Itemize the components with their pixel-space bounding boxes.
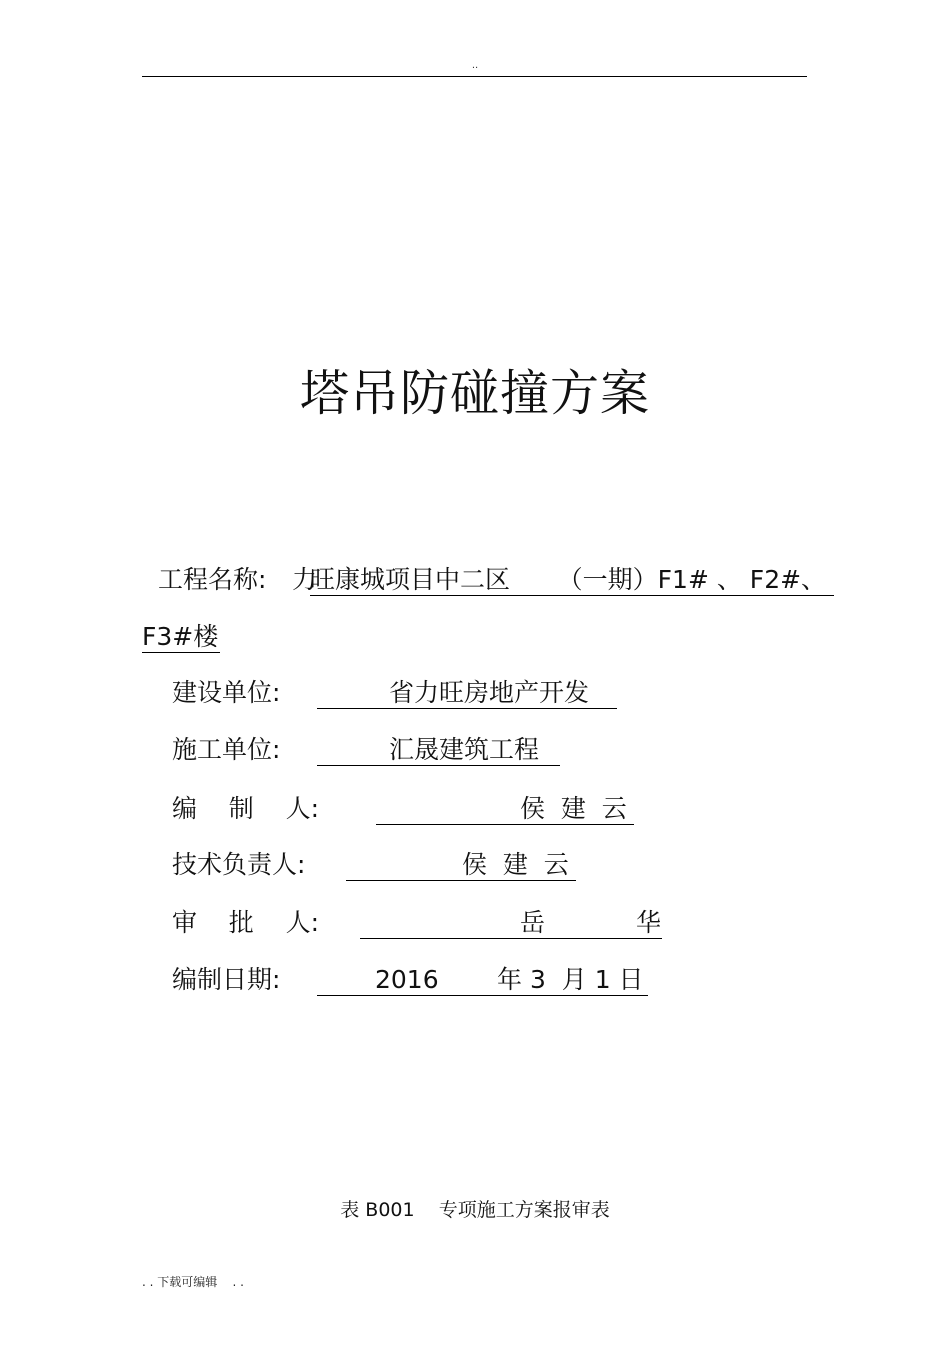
contractor-value-line [317, 733, 560, 766]
project-name-row-2 [142, 620, 342, 656]
project-name-prefix: 力 [292, 565, 318, 594]
developer-value: 省力旺房地产开发 [389, 678, 590, 707]
approver-label: 审 批 人: [172, 908, 327, 937]
project-name-label: 工程名称: [158, 565, 275, 594]
date-value-line [317, 963, 648, 996]
author-value: 侯 建 云 [520, 794, 627, 823]
approver-value-b: 华 [636, 908, 662, 937]
date-rest: 年 3 月 1 日 [497, 965, 644, 994]
date-label: 编制日期: [172, 965, 289, 994]
author-value-line [376, 792, 634, 825]
header-rule [142, 76, 807, 77]
tech-lead-value-line [346, 848, 576, 881]
tech-lead-row [172, 848, 592, 884]
contractor-label: 施工单位: [172, 735, 289, 764]
project-name-row [158, 563, 838, 599]
document-title: 塔吊防碰撞方案 [299, 365, 650, 422]
date-row [172, 963, 662, 999]
project-name-value-2: F3#楼 [142, 622, 219, 651]
footer-note: . . 下载可编辑 . . [142, 1275, 244, 1289]
approver-value-line [360, 906, 662, 939]
header-dots: .. [471, 60, 479, 71]
contractor-row [172, 733, 572, 769]
developer-value-line [317, 676, 617, 709]
developer-row [172, 676, 632, 712]
date-year: 2016 [375, 965, 439, 994]
developer-label: 建设单位: [172, 678, 289, 707]
author-row [172, 792, 642, 828]
approver-value-a: 岳 [520, 908, 546, 937]
project-name-value: 旺康城项目中二区 （一期）F1# 、 F2#、 [310, 563, 834, 596]
author-label: 编 制 人: [172, 794, 327, 823]
tech-lead-label: 技术负责人: [172, 850, 314, 879]
tech-lead-value: 侯 建 云 [462, 850, 569, 879]
table-title: 表 B001 专项施工方案报审表 [340, 1199, 610, 1221]
contractor-value: 汇晟建筑工程 [389, 735, 540, 764]
approver-row [172, 906, 672, 942]
